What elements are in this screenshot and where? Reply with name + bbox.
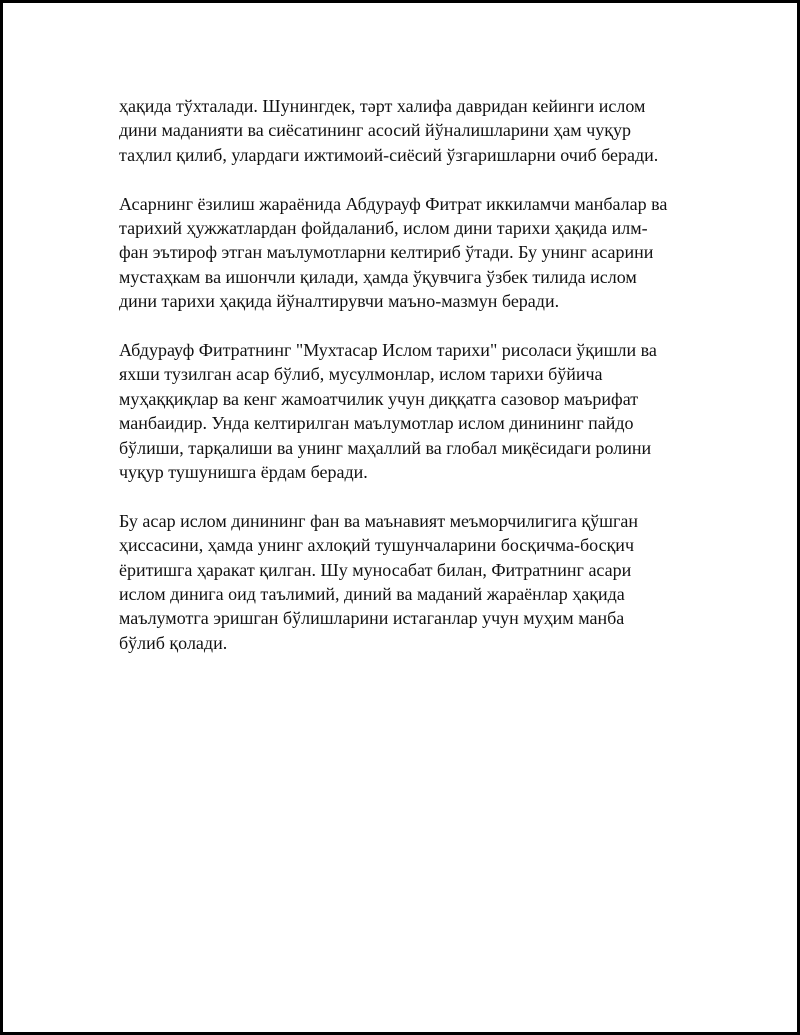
paragraph-line: Абдурауф Фитратнинг "Мухтасар Ислом тарихи" рисоласи ўқишли ва (119, 340, 657, 361)
paragraph-line: чуқур тушунишга ёрдам беради. (119, 462, 368, 483)
paragraph-1 (119, 94, 699, 167)
paragraph-3 (119, 338, 699, 484)
paragraph-line: манбаидир. Унда келтирилган маълумотлар ислом динининг пайдо (119, 413, 634, 434)
paragraph-line: ҳақида тўхталади. Шунингдек, тәрт халифа давридан кейинги ислом (119, 96, 646, 116)
paragraph-line: яхши тузилган асар бўлиб, мусулмонлар, ислом тарихи бўйича (119, 364, 603, 385)
paragraph-line: дини маданияти ва сиёсатининг асосий йўналишларини ҳам чуқур (119, 120, 631, 141)
paragraph-2 (119, 192, 699, 314)
paragraph-line: мустаҳкам ва ишончли қилади, ҳамда ўқувчига ўзбек тилида ислом (119, 266, 637, 287)
paragraph-line: бўлиши, тарқалиши ва унинг маҳаллий ва глобал миқёсидаги ролини (119, 437, 652, 458)
paragraph-line: ислом динига оид таълимий, диний ва маданий жараёнлар ҳақида (119, 584, 625, 605)
paragraph-line: дини тарихи ҳақида йўналтирувчи маъно-мазмун беради. (119, 291, 560, 312)
paragraph-line: бўлиб қолади. (119, 632, 228, 653)
paragraph-line: муҳаққиқлар ва кенг жамоатчилик учун диққатга сазовор маърифат (119, 388, 639, 409)
paragraph-line: Асарнинг ёзилиш жараёнида Абдурауф Фитрат иккиламчи манбалар ва (119, 193, 668, 214)
document-body (119, 94, 699, 680)
paragraph-line: таҳлил қилиб, улардаги ижтимоий-сиёсий ўзгаришларни очиб беради. (119, 144, 659, 165)
paragraph-line: фан эътироф этган маълумотларни келтириб ўтади. Бу унинг асарини (119, 242, 654, 263)
paragraph-line: Бу асар ислом динининг фан ва маънавият меъморчилигига қўшган (119, 510, 638, 531)
paragraph-4 (119, 509, 699, 655)
paragraph-line: ёритишга ҳаракат қилган. Шу муносабат билан, Фитратнинг асари (119, 559, 632, 580)
paragraph-line: тарихий ҳужжатлардан фойдаланиб, ислом дини тарихи ҳақида илм- (119, 218, 648, 239)
paragraph-line: маълумотга эришган бўлишларини истаганлар учун муҳим манба (119, 608, 625, 629)
paragraph-line: ҳиссасини, ҳамда унинг ахлоқий тушунчаларини босқичма-босқич (119, 535, 634, 556)
